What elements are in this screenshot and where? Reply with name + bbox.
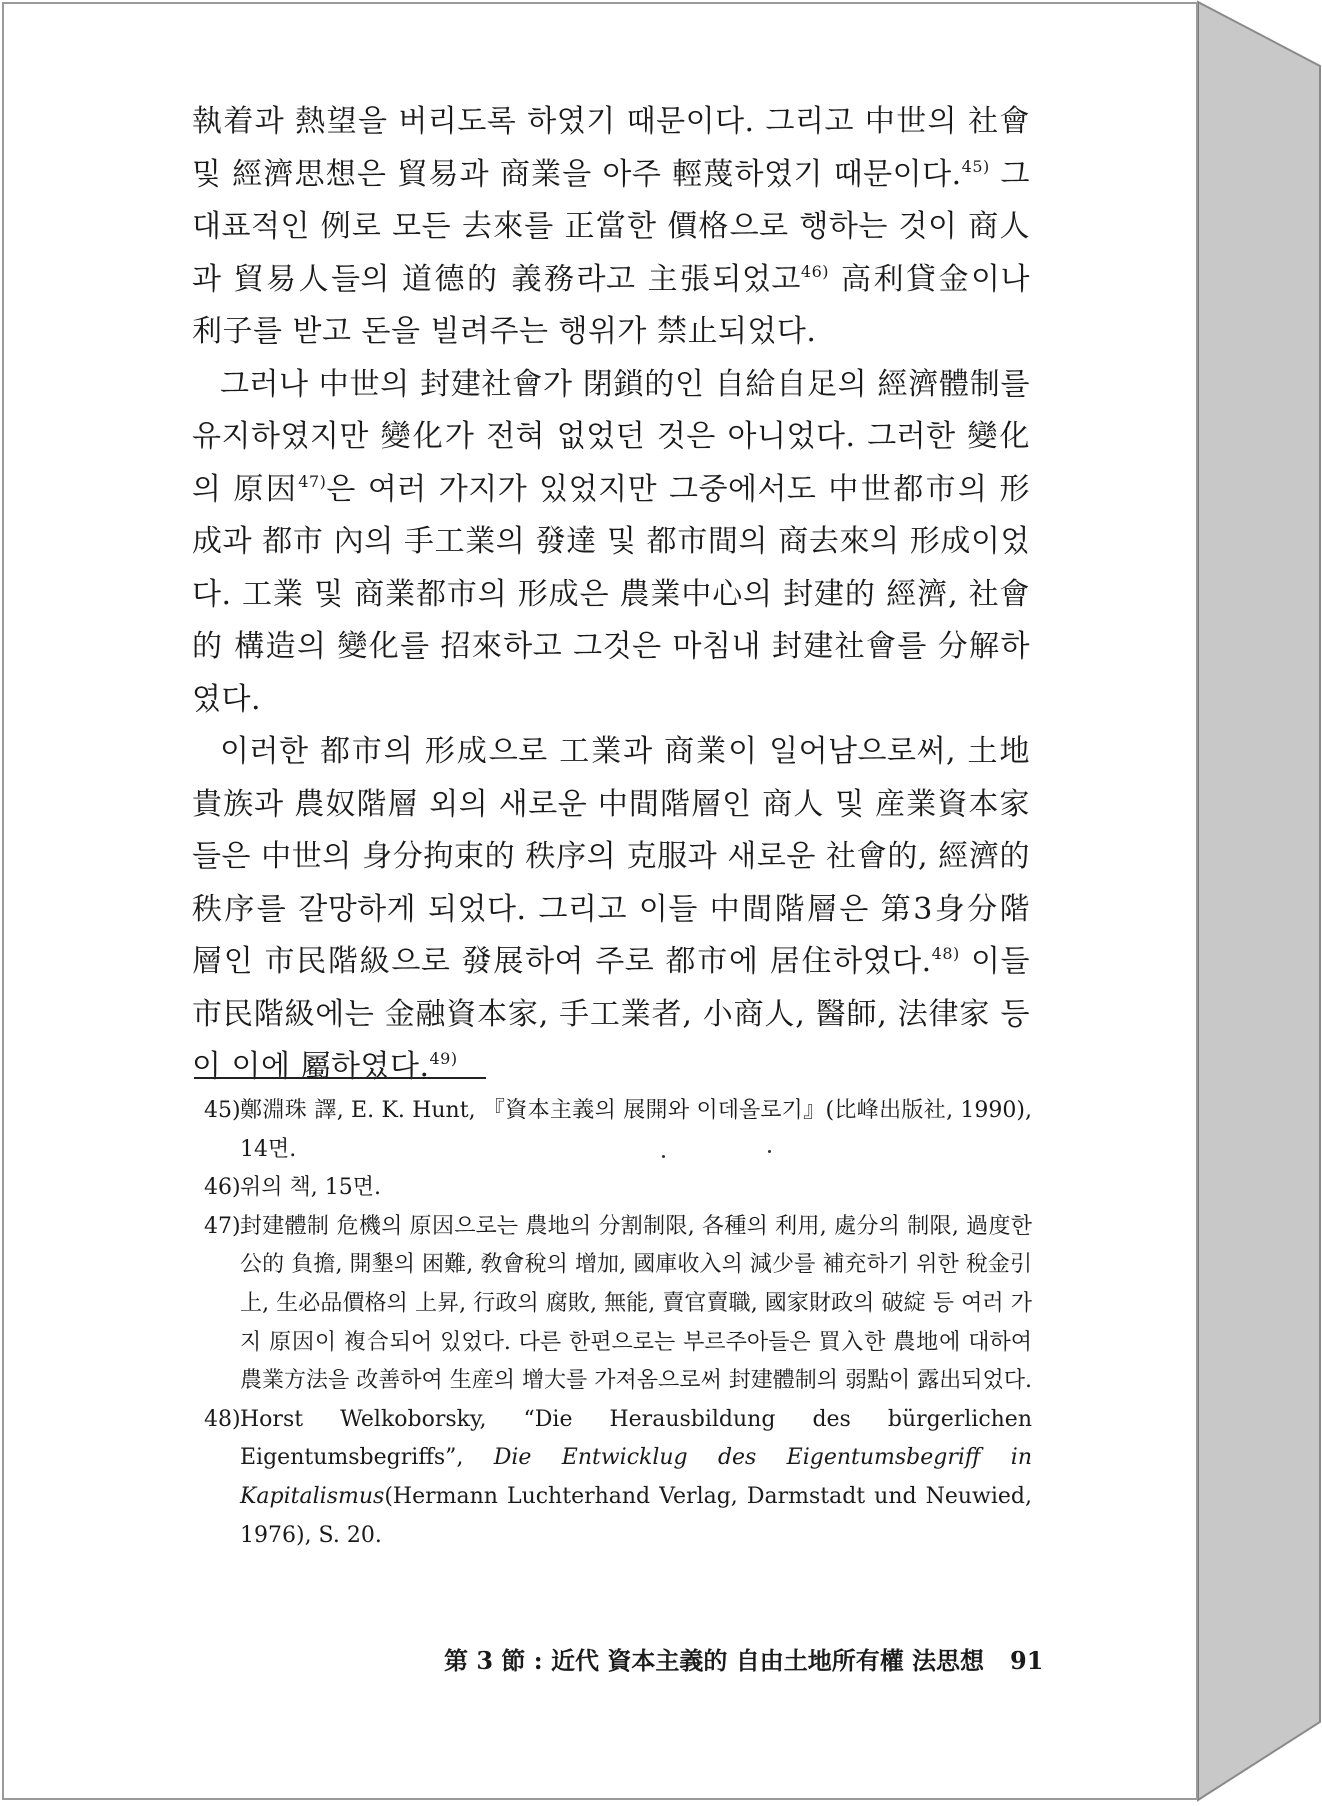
page-number: 91 — [1010, 1646, 1044, 1675]
paragraph-text: 이러한 都市의 形成으로 工業과 商業이 일어남으로써, 土地貴族과 農奴階層 외의 새로운 中間階層인 商人 및 産業資本家들은 中世의 身分拘束的 秩序의 克服과 새로운 社會的, 經濟的 秩序를 갈망하게 되었다. 그리고 이들 中間階層은 第3身分階層인 市民階級으로 發展하여 주로 都市에 居住하였다. — [192, 734, 1030, 979]
paragraph-text: 執着과 熱望을 버리도록 하였기 때문이다. 그리고 中世의 社會 및 經濟思想은 貿易과 商業을 아주 輕蔑하였기 때문이다. — [192, 104, 1030, 192]
document-page — [2, 2, 1198, 1800]
footnote-reference: 45) — [961, 156, 990, 176]
paragraph-text: 그러나 中世의 封建社會가 閉鎖的인 自給自足의 經濟體制를 유지하였지만 變化가 전혀 없었던 것은 아니었다. 그러한 變化의 原因 — [192, 366, 1030, 507]
paragraph-text: 高利貸金이나 利子를 받고 돈을 빌려주는 행위가 禁止되었다. — [192, 261, 1031, 349]
body-paragraph — [192, 726, 1030, 1094]
footnote-text: 封建體制 危機의 原因으로는 農地의 分割制限, 各種의 利用, 處分의 制限, 過度한 公的 負擔, 開墾의 困難, 敎會稅의 增加, 國庫收入의 減少를 補充하기 위한 稅金引上, 生必品價格의 上昇, 行政의 腐敗, 無能, 賣官賣職, 國家財政의 破綻 등 여러 가지 原因이 複合되어 있었다. 다른 한편으로는 부르주아들은 買入한 農地에 대하여 農業方法을 改善하여 生産의 增大를 가져옴으로써 封建體制의 弱點이 露出되었다. — [240, 1213, 1032, 1394]
footnote-text: 鄭淵珠 譯, E. K. Hunt, 『資本主義의 展開와 이데올로기』(比峰出版社, 1990), 14면. — [240, 1098, 1032, 1162]
footnotes — [204, 1092, 1032, 1555]
footnote-text: (Hermann Luchterhand Verlag, Darmstadt und Neuwied, 1976), S. 20. — [240, 1483, 1032, 1548]
footnote-reference: 48) — [931, 944, 960, 963]
footnote-reference: 47) — [298, 471, 327, 491]
footnote-item — [204, 1208, 1032, 1401]
paragraph-text: 그 대표적인 例로 모든 去來를 正當한 價格으로 행하는 것이 商人과 貿易人들의 道德的 義務라고 主張되었고 — [192, 156, 1030, 297]
footnote-number: 47) — [204, 1213, 241, 1239]
footnote-text: Horst Welkoborsky, “Die Herausbildung des bürgerlichen Eigentumsbegriffs”, — [240, 1406, 1032, 1471]
body-paragraph — [192, 359, 1030, 727]
footnote-item — [204, 1401, 1032, 1555]
footnote-separator — [194, 1077, 486, 1079]
footnote-number: 45) — [204, 1098, 241, 1123]
running-footer-title: 第 3 節 : 近代 資本主義的 自由土地所有權 法思想 — [444, 1646, 985, 1675]
footnote-number: 48) — [204, 1406, 241, 1432]
body-text — [192, 96, 1030, 1094]
footnote-item — [204, 1092, 1032, 1169]
paragraph-text: 은 여러 가지가 있었지만 그중에서도 中世都市의 形成과 都市 內의 手工業의 發達 및 都市間의 商去來의 形成이었다. 工業 및 商業都市의 形成은 農業中心의 封建的 經濟, 社會的 構造의 變化를 招來하고 그것은 마침내 封建社會를 分解하였다. — [192, 471, 1030, 717]
footnote-text: 위의 책, 15면. — [240, 1175, 381, 1201]
scan-speck — [662, 1155, 665, 1158]
body-paragraph — [192, 96, 1030, 359]
paragraph-text: 이들 市民階級에는 金融資本家, 手工業者, 小商人, 醫師, 法律家 등이 이에 屬하였다. — [192, 944, 1031, 1084]
footnote-reference: 46) — [800, 261, 830, 281]
running-footer — [444, 1641, 1044, 1676]
footnote-item — [204, 1169, 1032, 1208]
footnote-number: 46) — [204, 1175, 241, 1201]
footnote-reference: 49) — [429, 1049, 458, 1068]
scan-speck — [768, 1150, 771, 1153]
footnote-italic-title: Die Entwicklug des Eigentumsbegriff in Kapitalismus — [240, 1445, 1033, 1509]
